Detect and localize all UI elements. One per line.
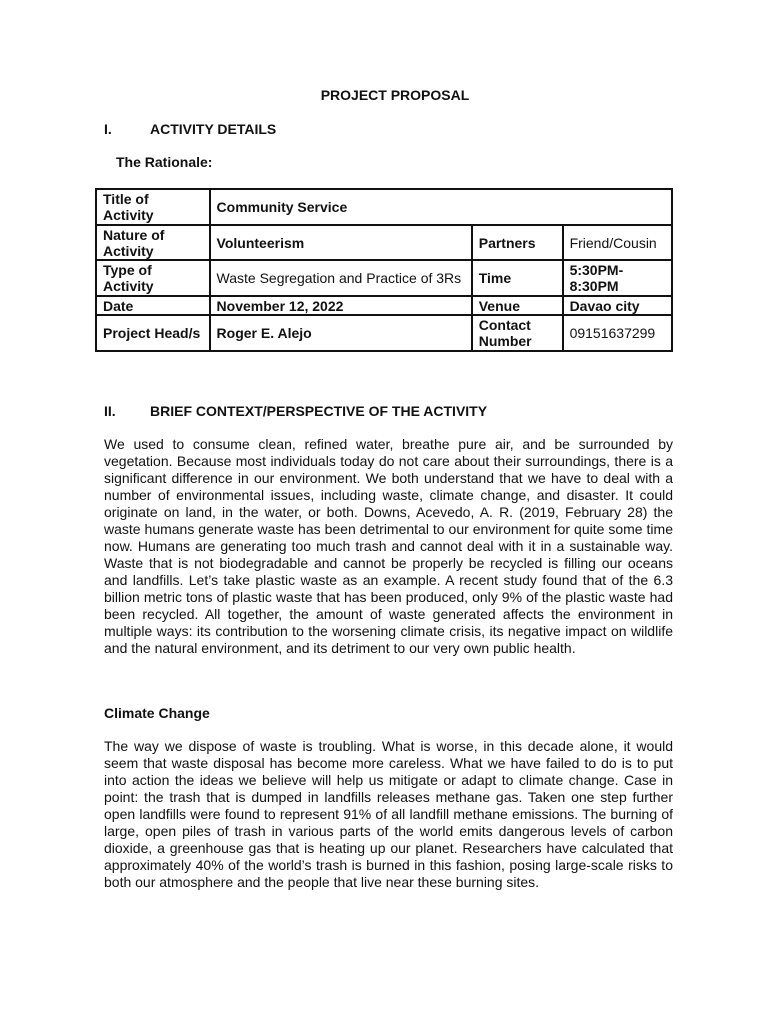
nature-value: Volunteerism bbox=[210, 225, 472, 260]
type-label: Type of Activity bbox=[96, 260, 210, 296]
partners-value: Friend/Cousin bbox=[563, 225, 672, 260]
contact-label: Contact Number bbox=[472, 315, 563, 351]
time-label: Time bbox=[472, 260, 563, 296]
section-2-number: II. bbox=[104, 403, 116, 419]
table-row bbox=[96, 225, 672, 260]
venue-value: Davao city bbox=[563, 296, 672, 315]
title-value: Community Service bbox=[210, 189, 672, 225]
type-value: Waste Segregation and Practice of 3Rs bbox=[210, 260, 472, 296]
head-value: Roger E. Alejo bbox=[210, 315, 472, 351]
table-row bbox=[96, 296, 672, 315]
venue-label: Venue bbox=[472, 296, 563, 315]
section-1-heading bbox=[104, 121, 276, 137]
section-2-heading bbox=[104, 403, 487, 419]
nature-label: Nature of Activity bbox=[96, 225, 210, 260]
section-2-title: BRIEF CONTEXT/PERSPECTIVE OF THE ACTIVITY bbox=[150, 403, 488, 419]
date-label: Date bbox=[96, 296, 210, 315]
table-row bbox=[96, 260, 672, 296]
contact-value: 09151637299 bbox=[563, 315, 672, 351]
context-paragraph: We used to consume clean, refined water, breathe pure air, and be surrounded by vegetation. Because most individuals today do not care about their surroundings, there is a significant difference in our environment. We both understand that we have to deal with a number of environmental issues, including waste, climate change, and disaster. It could originate on land, in the water, or both. Downs, Acevedo, A. R. (2019, February 28) the waste humans generate waste has been detrimental to our environment for quite some time now. Humans are generating too much trash and cannot deal with it in a sustainable way. Waste that is not biodegradable and cannot be properly be recycled is filling our oceans and landfills. Let’s take plastic waste as an example. A recent study found that of the 6.3 billion metric tons of plastic waste that has been produced, only 9% of the plastic waste had been recycled. All together, the amount of waste generated affects the environment in multiple ways: its contribution to the worsening climate crisis, its negative impact on wildlife and the natural environment, and its detriment to our very own public health. bbox=[104, 436, 673, 656]
climate-change-heading: Climate Change bbox=[104, 705, 210, 721]
date-value: November 12, 2022 bbox=[210, 296, 472, 315]
time-value: 5:30PM-8:30PM bbox=[563, 260, 672, 296]
section-1-title: ACTIVITY DETAILS bbox=[150, 121, 277, 137]
activity-details-table bbox=[95, 188, 673, 352]
document-title: PROJECT PROPOSAL bbox=[320, 87, 470, 103]
climate-change-paragraph: The way we dispose of waste is troubling. What is worse, in this decade alone, it would seem that waste disposal has become more careless. What we have failed to do is to put into action the ideas we believe will help us mitigate or adapt to climate change. Case in point: the trash that is dumped in landfills releases methane gas. Taken one step further open landfills were found to represent 91% of all landfill methane emissions. The burning of large, open piles of trash in various parts of the world emits dangerous levels of carbon dioxide, a greenhouse gas that is heating up our planet. Researchers have calculated that approximately 40% of the world’s trash is burned in this fashion, posing large-scale risks to both our atmosphere and the people that live near these burning sites. bbox=[104, 738, 673, 890]
table-row bbox=[96, 189, 672, 225]
partners-label: Partners bbox=[472, 225, 563, 260]
section-1-number: I. bbox=[104, 121, 112, 137]
table-row bbox=[96, 315, 672, 351]
rationale-label: The Rationale: bbox=[116, 154, 213, 170]
head-label: Project Head/s bbox=[96, 315, 210, 351]
title-label: Title of Activity bbox=[96, 189, 210, 225]
